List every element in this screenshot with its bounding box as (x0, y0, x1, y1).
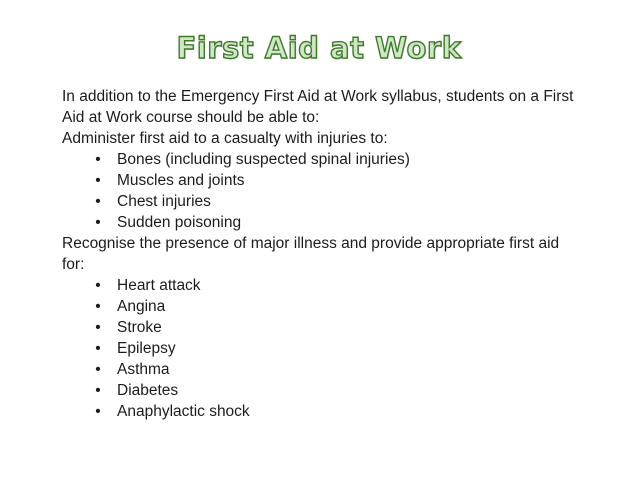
list-item-label: Muscles and joints (117, 172, 245, 189)
slide-title: First Aid at Work (176, 31, 462, 65)
bullet-icon: • (95, 214, 101, 231)
bullet-icon: • (95, 403, 101, 420)
intro-paragraph: In addition to the Emergency First Aid at Work syllabus, students on a First Aid at Work course should be able to: (62, 88, 574, 126)
list-item-label: Chest injuries (117, 193, 211, 210)
list-item-label: Diabetes (117, 382, 179, 399)
list-item-label: Angina (117, 298, 166, 315)
section2-list (62, 275, 582, 422)
bullet-icon: • (95, 298, 101, 315)
list-item (62, 212, 582, 233)
list-item-label: Stroke (117, 319, 162, 336)
list-item (62, 380, 582, 401)
list-item (62, 359, 582, 380)
list-item (62, 317, 582, 338)
list-item (62, 170, 582, 191)
section1-heading: Administer first aid to a casualty with injuries to: (62, 130, 388, 147)
section1-list (62, 149, 582, 233)
slide-body (62, 86, 582, 422)
bullet-icon: • (95, 361, 101, 378)
bullet-icon: • (95, 151, 101, 168)
list-item (62, 338, 582, 359)
list-item (62, 275, 582, 296)
bullet-icon: • (95, 340, 101, 357)
list-item-label: Bones (including suspected spinal injuries) (117, 151, 410, 168)
bullet-icon: • (95, 277, 101, 294)
list-item-label: Sudden poisoning (117, 214, 242, 231)
bullet-icon: • (95, 193, 101, 210)
bullet-icon: • (95, 382, 101, 399)
list-item-label: Epilepsy (117, 340, 176, 357)
list-item-label: Heart attack (117, 277, 201, 294)
list-item (62, 401, 582, 422)
list-item (62, 149, 582, 170)
list-item (62, 296, 582, 317)
list-item-label: Asthma (117, 361, 170, 378)
bullet-icon: • (95, 319, 101, 336)
bullet-icon: • (95, 172, 101, 189)
section2-heading: Recognise the presence of major illness and provide appropriate first aid for: (62, 235, 560, 273)
list-item-label: Anaphylactic shock (117, 403, 250, 420)
list-item (62, 191, 582, 212)
